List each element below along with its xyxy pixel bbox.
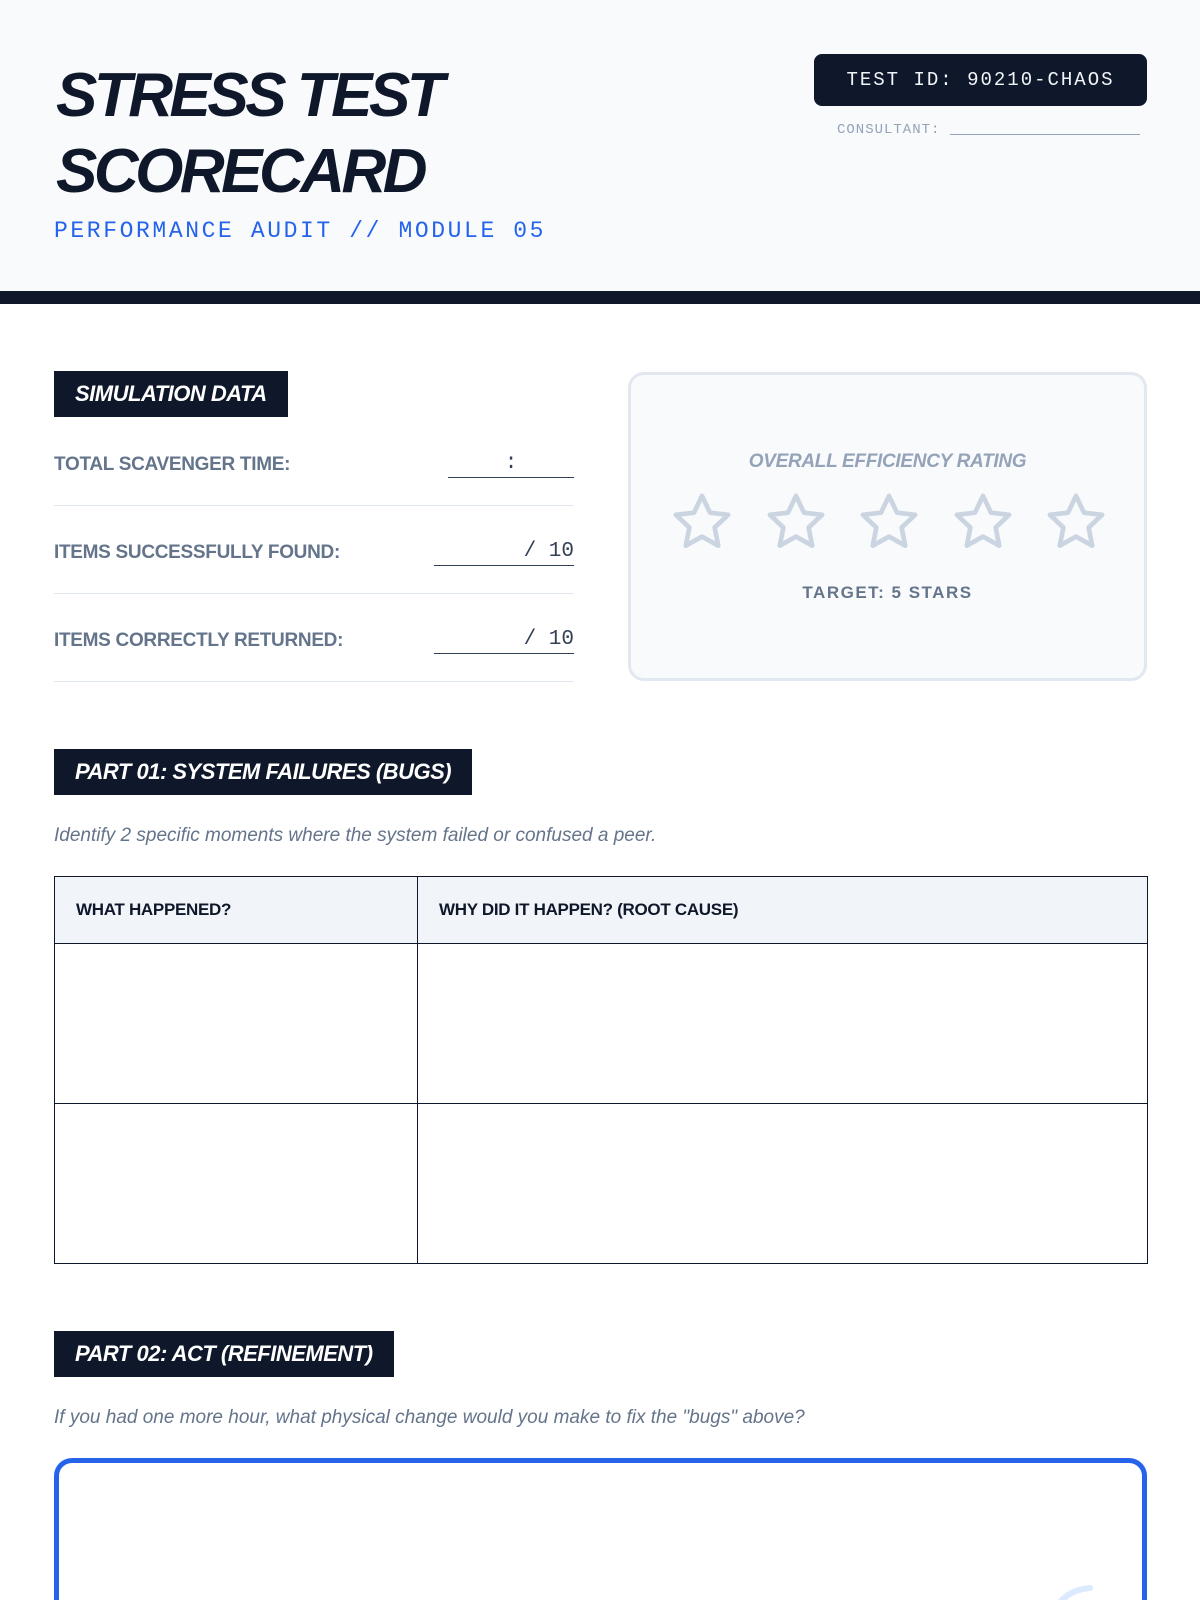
star-icon[interactable] bbox=[856, 489, 922, 555]
part01-instructions: Identify 2 specific moments where the system failed or confused a peer. bbox=[54, 825, 657, 846]
consultant-input-line[interactable] bbox=[950, 134, 1140, 135]
items-returned-input[interactable]: / 10 bbox=[434, 628, 574, 654]
test-id-badge: TEST ID: 90210-CHAOS bbox=[814, 54, 1147, 106]
refinement-answer-box[interactable] bbox=[54, 1458, 1147, 1600]
page-header bbox=[0, 0, 1200, 304]
scavenger-time-label: TOTAL SCAVENGER TIME: bbox=[54, 454, 291, 475]
what-happened-cell-2[interactable] bbox=[55, 1104, 418, 1264]
part01-heading: PART 01: SYSTEM FAILURES (BUGS) bbox=[54, 749, 472, 795]
pencil-mark-icon bbox=[1050, 1584, 1096, 1600]
star-icon[interactable] bbox=[1043, 489, 1109, 555]
root-cause-cell-1[interactable] bbox=[418, 944, 1148, 1104]
bugs-table bbox=[54, 876, 1148, 1264]
part02-instructions: If you had one more hour, what physical change would you make to fix the "bugs" above? bbox=[54, 1407, 805, 1428]
table-header-row bbox=[55, 877, 1148, 944]
consultant-field bbox=[837, 122, 1140, 138]
items-returned-label: ITEMS CORRECTLY RETURNED: bbox=[54, 630, 344, 651]
items-found-label: ITEMS SUCCESSFULLY FOUND: bbox=[54, 542, 340, 563]
column-header-what-happened: WHAT HAPPENED? bbox=[55, 877, 418, 944]
table-row bbox=[55, 944, 1148, 1104]
field-row-scavenger-time bbox=[54, 418, 574, 506]
field-row-items-returned bbox=[54, 594, 574, 682]
scavenger-time-input[interactable]: : bbox=[448, 452, 574, 478]
star-icon[interactable] bbox=[950, 489, 1016, 555]
root-cause-cell-2[interactable] bbox=[418, 1104, 1148, 1264]
efficiency-rating-panel bbox=[628, 372, 1147, 681]
what-happened-cell-1[interactable] bbox=[55, 944, 418, 1104]
table-row bbox=[55, 1104, 1148, 1264]
page-subtitle: PERFORMANCE AUDIT // MODULE 05 bbox=[54, 218, 547, 244]
column-header-root-cause: WHY DID IT HAPPEN? (ROOT CAUSE) bbox=[418, 877, 1148, 944]
rating-title: OVERALL EFFICIENCY RATING bbox=[748, 451, 1027, 472]
part02-heading: PART 02: ACT (REFINEMENT) bbox=[54, 1331, 394, 1377]
star-icon[interactable] bbox=[763, 489, 829, 555]
star-icon[interactable] bbox=[669, 489, 735, 555]
rating-target: TARGET: 5 STARS bbox=[802, 583, 973, 602]
simulation-data-heading: SIMULATION DATA bbox=[54, 371, 288, 417]
page-title: STRESS TEST SCORECARD bbox=[56, 61, 442, 206]
field-row-items-found bbox=[54, 506, 574, 594]
star-rating bbox=[669, 489, 1109, 555]
items-found-input[interactable]: / 10 bbox=[434, 540, 574, 566]
consultant-label: CONSULTANT: bbox=[837, 122, 941, 138]
